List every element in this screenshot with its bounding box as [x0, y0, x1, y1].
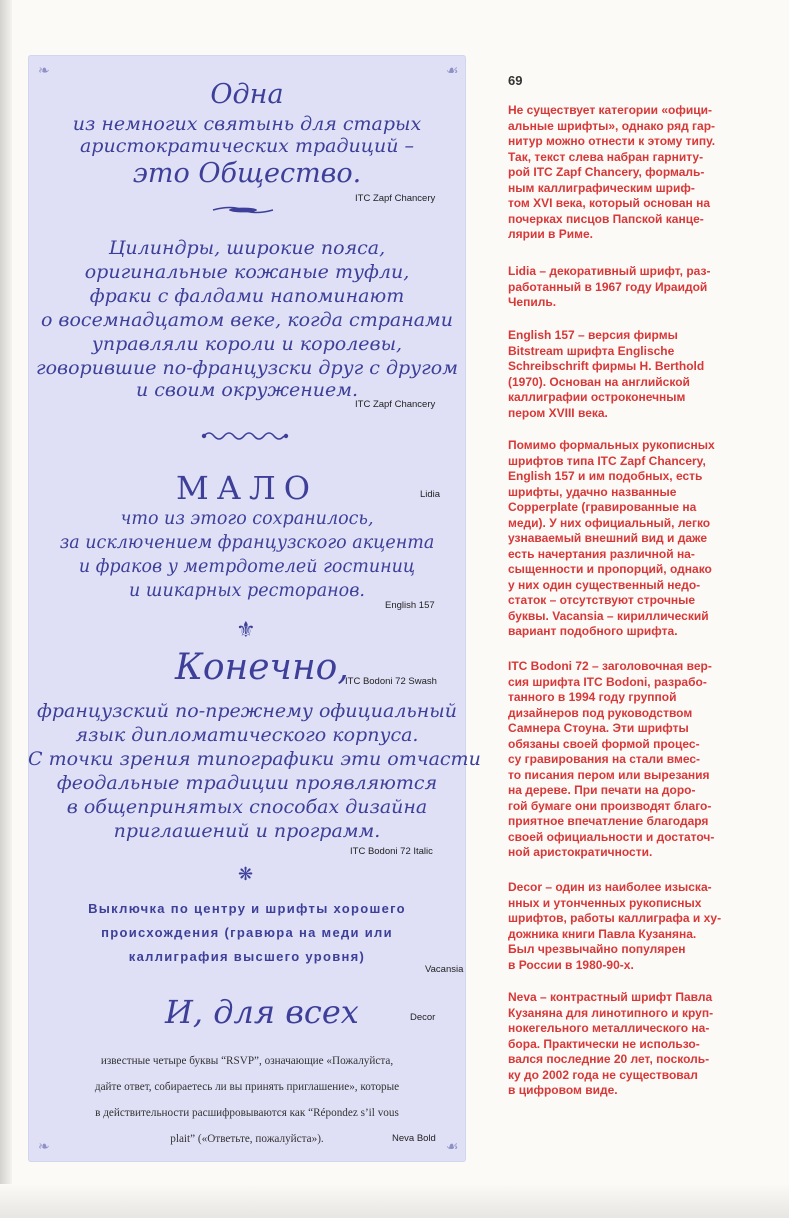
note-line: Кузаняна для линотипного и круп- [508, 1005, 714, 1020]
font-label-zapf-2: ITC Zapf Chancery [355, 399, 436, 410]
note-line: ку до 2002 года не существовал [508, 1067, 698, 1082]
page-bottom-shadow [0, 1184, 789, 1218]
bodoni-line-3: С точки зрения типографики эти отчасти [28, 748, 481, 770]
note-line: альные шрифты», однако ряд гар- [508, 118, 716, 133]
font-label-neva: Neva Bold [392, 1133, 436, 1144]
note-line: буквы. Vacansia – кириллический [508, 608, 709, 623]
note-line: шрифтов типа ITC Zapf Chancery, [508, 453, 706, 468]
neva-line-3: в действительности расшифровываются как “Répondez s’il vous [95, 1107, 399, 1119]
note-line: рой ITC Zapf Chancery, формаль- [508, 165, 705, 179]
note-line: (1970). Основан на английской [508, 374, 690, 389]
note-line: обязаны своей формой процес- [508, 736, 700, 751]
note-bodoni [508, 659, 748, 861]
font-label-english: English 157 [385, 600, 435, 611]
note-line: вался последние 20 лет, посколь- [508, 1052, 710, 1066]
note-line: Не существует категории «офици- [508, 103, 712, 117]
zapf2-line-6: говорившие по-французски друг с другом [36, 357, 458, 379]
note-line: приятное впечатление благодаря [508, 814, 709, 828]
note-line: бора. Практически не использо- [508, 1036, 700, 1051]
fleur-de-lis-icon: ⚜ [236, 618, 256, 643]
corner-ornament-icon: ☙ [446, 1139, 459, 1155]
note-line: вариант подобного шрифта. [508, 624, 678, 638]
corner-ornament-icon: ❧ [38, 1139, 50, 1155]
font-label-vacansia: Vacansia [425, 964, 464, 975]
note-lidia [508, 264, 748, 311]
note-line: работанный в 1967 году Ираидой [508, 279, 708, 294]
bodoni-line-1: французский по-прежнему официальный [37, 700, 457, 722]
note-line: в цифровом виде. [508, 1083, 618, 1097]
note-english [508, 328, 748, 421]
note-line: English 157 – версия фирмы [508, 328, 678, 342]
note-line: ной аристократичности. [508, 845, 653, 859]
swash-divider-icon [211, 204, 275, 216]
lidia-title: МАЛО [176, 469, 318, 507]
zapf-line-1: из немногих святынь для старых [72, 113, 422, 135]
font-label-zapf: ITC Zapf Chancery [355, 193, 436, 204]
note-line: шрифтов, работы каллиграфа и ху- [508, 911, 722, 925]
zapf2-line-3: фраки с фалдами напоминают [89, 285, 405, 307]
note-neva [508, 990, 748, 1099]
zapf-big-line: это Общество. [132, 158, 362, 189]
note-line: нных и утонченных рукописных [508, 895, 702, 910]
note-line: Neva – контрастный шрифт Павла [508, 990, 713, 1004]
neva-line-4: plait” («Ответьте, пожалуйста»). [170, 1133, 324, 1145]
font-label-decor: Decor [410, 1012, 436, 1023]
zapf2-line-4: о восемнадцатом веке, когда странами [40, 309, 454, 331]
note-line: ным каллиграфическим шриф- [508, 180, 695, 195]
note-line: танного в 1994 году группой [508, 690, 677, 704]
note-line: дожника книги Павла Кузаняна. [508, 926, 697, 941]
english-line-4: и шикарных ресторанов. [129, 581, 365, 601]
font-label-bodoni-italic: ITC Bodoni 72 Italic [350, 846, 433, 857]
note-line: су гравирования на стали вмес- [508, 752, 701, 766]
note-line: Был чрезвычайно популярен [508, 942, 686, 956]
bodoni-line-4: феодальные традиции проявляются [56, 772, 438, 794]
note-line: пером XVIII века. [508, 405, 608, 420]
note-line: Bitstream шрифта Englische [508, 343, 675, 358]
neva-line-1: известные четыре буквы “RSVP”, означающие «Пожалуйста, [100, 1055, 394, 1067]
note-line: шрифты, удачно названные [508, 484, 677, 499]
vacansia-line-2: происхождения (гравюра на меди или [101, 925, 393, 940]
note-line: меди). У них официальный, легко [508, 515, 711, 530]
asterism-icon: ❋ [238, 864, 254, 885]
zapf2-line-2: оригинальные кожаные туфли, [84, 261, 410, 283]
bodoni-line-2: язык дипломатического корпуса. [75, 724, 419, 746]
note-copperplate [508, 438, 748, 640]
english-line-2: за исключением французского акцента [59, 533, 435, 553]
note-line: есть начертания различной на- [508, 546, 695, 561]
english-line-3: и фраков у метрдотелей гостиниц [78, 557, 416, 577]
zapf2-line-5: управляли короли и королевы, [91, 333, 403, 355]
page-number: 69 [508, 73, 523, 88]
note-line: узнаваемый внешний вид и даже [508, 531, 708, 545]
note-line: Самнера Стоуна. Эти шрифты [508, 721, 689, 735]
note-line: на дереве. При печати на доро- [508, 783, 696, 797]
note-line: у них один существенный недо- [508, 577, 701, 592]
note-line: каллиграфии остроконечным [508, 390, 686, 404]
note-line: Так, текст слева набран гарниту- [508, 149, 704, 164]
zapf-line-2: аристократических традиций – [79, 135, 414, 157]
note-line: почерках писцов Папской канце- [508, 211, 704, 226]
corner-ornament-icon: ☙ [446, 63, 459, 79]
decor-title: И, для всех [165, 993, 359, 1031]
bodoni-line-5: в общепринятых способах дизайна [66, 796, 428, 818]
note-line: Schreibschrift фирмы H. Berthold [508, 359, 705, 373]
note-line: Чепиль. [508, 295, 557, 309]
note-line: том XVI века, который основан на [508, 196, 711, 210]
note-line: Decor – один из наиболее изыска- [508, 880, 712, 894]
note-line: статок – отсутствуют строчные [508, 593, 696, 607]
corner-ornament-icon: ❧ [38, 63, 50, 79]
note-line: English 157 и им подобных, есть [508, 469, 703, 483]
zapf2-line-7: и своим окружением. [135, 379, 359, 401]
neva-line-2: дайте ответ, собираетесь ли вы принять приглашение», которые [94, 1081, 400, 1093]
note-line: Lidia – декоративный шрифт, раз- [508, 264, 711, 278]
note-line: нокегельного металлического на- [508, 1021, 710, 1035]
note-line: дизайнеров под руководством [508, 705, 693, 720]
scroll-ornament-icon [200, 430, 290, 442]
note-line: то писания пером или вырезания [508, 767, 710, 782]
note-line: гой бумаге они производят благо- [508, 798, 712, 813]
note-decor [508, 880, 748, 973]
page-fold-shadow [0, 0, 12, 1218]
note-line: лярии в Риме. [508, 227, 594, 241]
vacansia-line-3: каллиграфия высшего уровня) [128, 949, 366, 964]
note-line: своей официальности и достаточ- [508, 829, 715, 844]
vacansia-line-1: Выключка по центру и шрифты хорошего [88, 901, 406, 916]
bodoni-line-6: приглашений и программ. [113, 820, 381, 842]
zapf-title-line: Одна [210, 79, 284, 110]
note-line: сыщенности и пропорций, однако [508, 562, 712, 576]
zapf2-line-1: Цилиндры, широкие пояса, [108, 237, 386, 259]
note-line: сия шрифта ITC Bodoni, разрабо- [508, 674, 707, 689]
font-label-bodoni-swash: ITC Bodoni 72 Swash [345, 676, 437, 687]
note-zapf [508, 103, 748, 243]
font-label-lidia: Lidia [420, 489, 441, 500]
english-line-1: что из этого сохранилось, [120, 509, 374, 529]
note-line: Помимо формальных рукописных [508, 438, 715, 452]
note-line: нитур можно отнести к этому типу. [508, 134, 716, 148]
note-line: в России в 1980-90-х. [508, 957, 634, 972]
note-line: Copperplate (гравированные на [508, 500, 697, 514]
bodoni-swash-title: Конечно, [175, 647, 349, 688]
note-line: ITC Bodoni 72 – заголовочная вер- [508, 659, 712, 673]
